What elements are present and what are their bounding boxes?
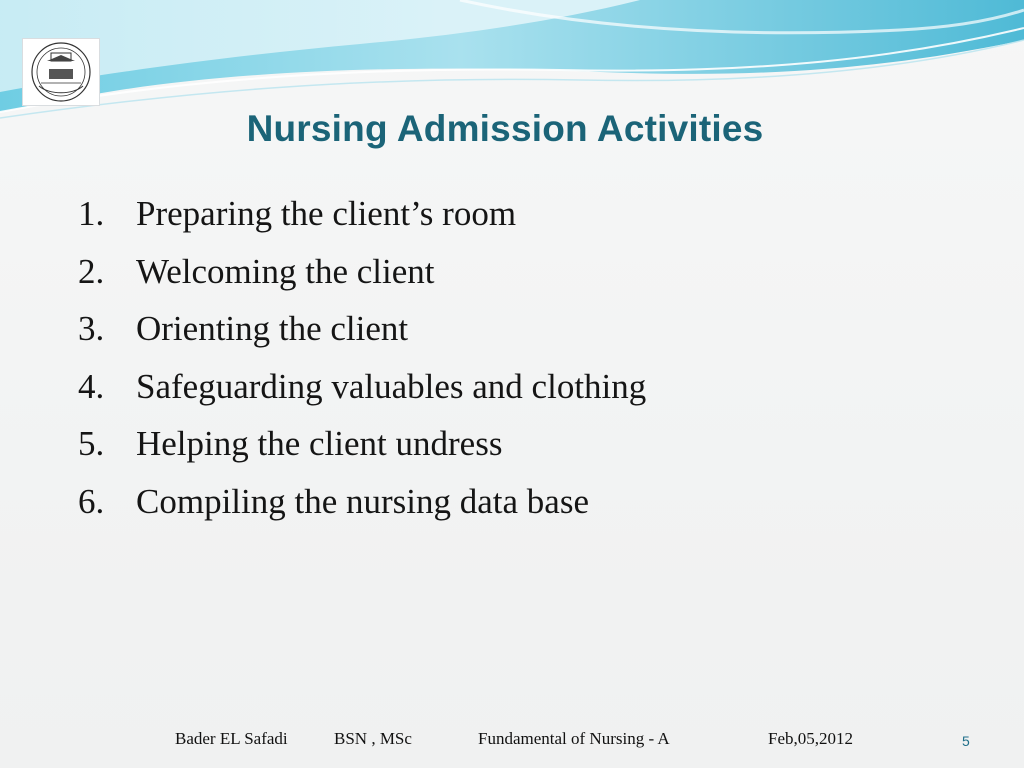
- page-number: 5: [962, 733, 970, 749]
- footer-degree: BSN , MSc: [334, 729, 412, 748]
- footer-course: Fundamental of Nursing - A: [478, 729, 670, 748]
- slide-title: Nursing Admission Activities: [246, 108, 764, 149]
- list-item-text: Safeguarding valuables and clothing: [136, 366, 647, 406]
- list-item-number: 5.: [78, 424, 105, 463]
- list-item-number: 3.: [78, 309, 105, 348]
- list-item-text: Helping the client undress: [136, 424, 503, 463]
- university-seal-icon: [23, 39, 99, 105]
- list-item-text: Orienting the client: [136, 309, 409, 348]
- list-item-number: 4.: [78, 366, 105, 406]
- list-item-number: 6.: [78, 481, 105, 521]
- list-item-number: 1.: [78, 194, 105, 233]
- list-item-text: Welcoming the client: [136, 251, 435, 291]
- footer-date: Feb,05,2012: [768, 729, 853, 748]
- university-logo: [22, 38, 100, 106]
- list-item-text: Preparing the client’s room: [136, 194, 517, 233]
- footer-author: Bader EL Safadi: [175, 729, 288, 748]
- list-item-number: 2.: [78, 251, 105, 291]
- list-item-text: Compiling the nursing data base: [136, 481, 589, 521]
